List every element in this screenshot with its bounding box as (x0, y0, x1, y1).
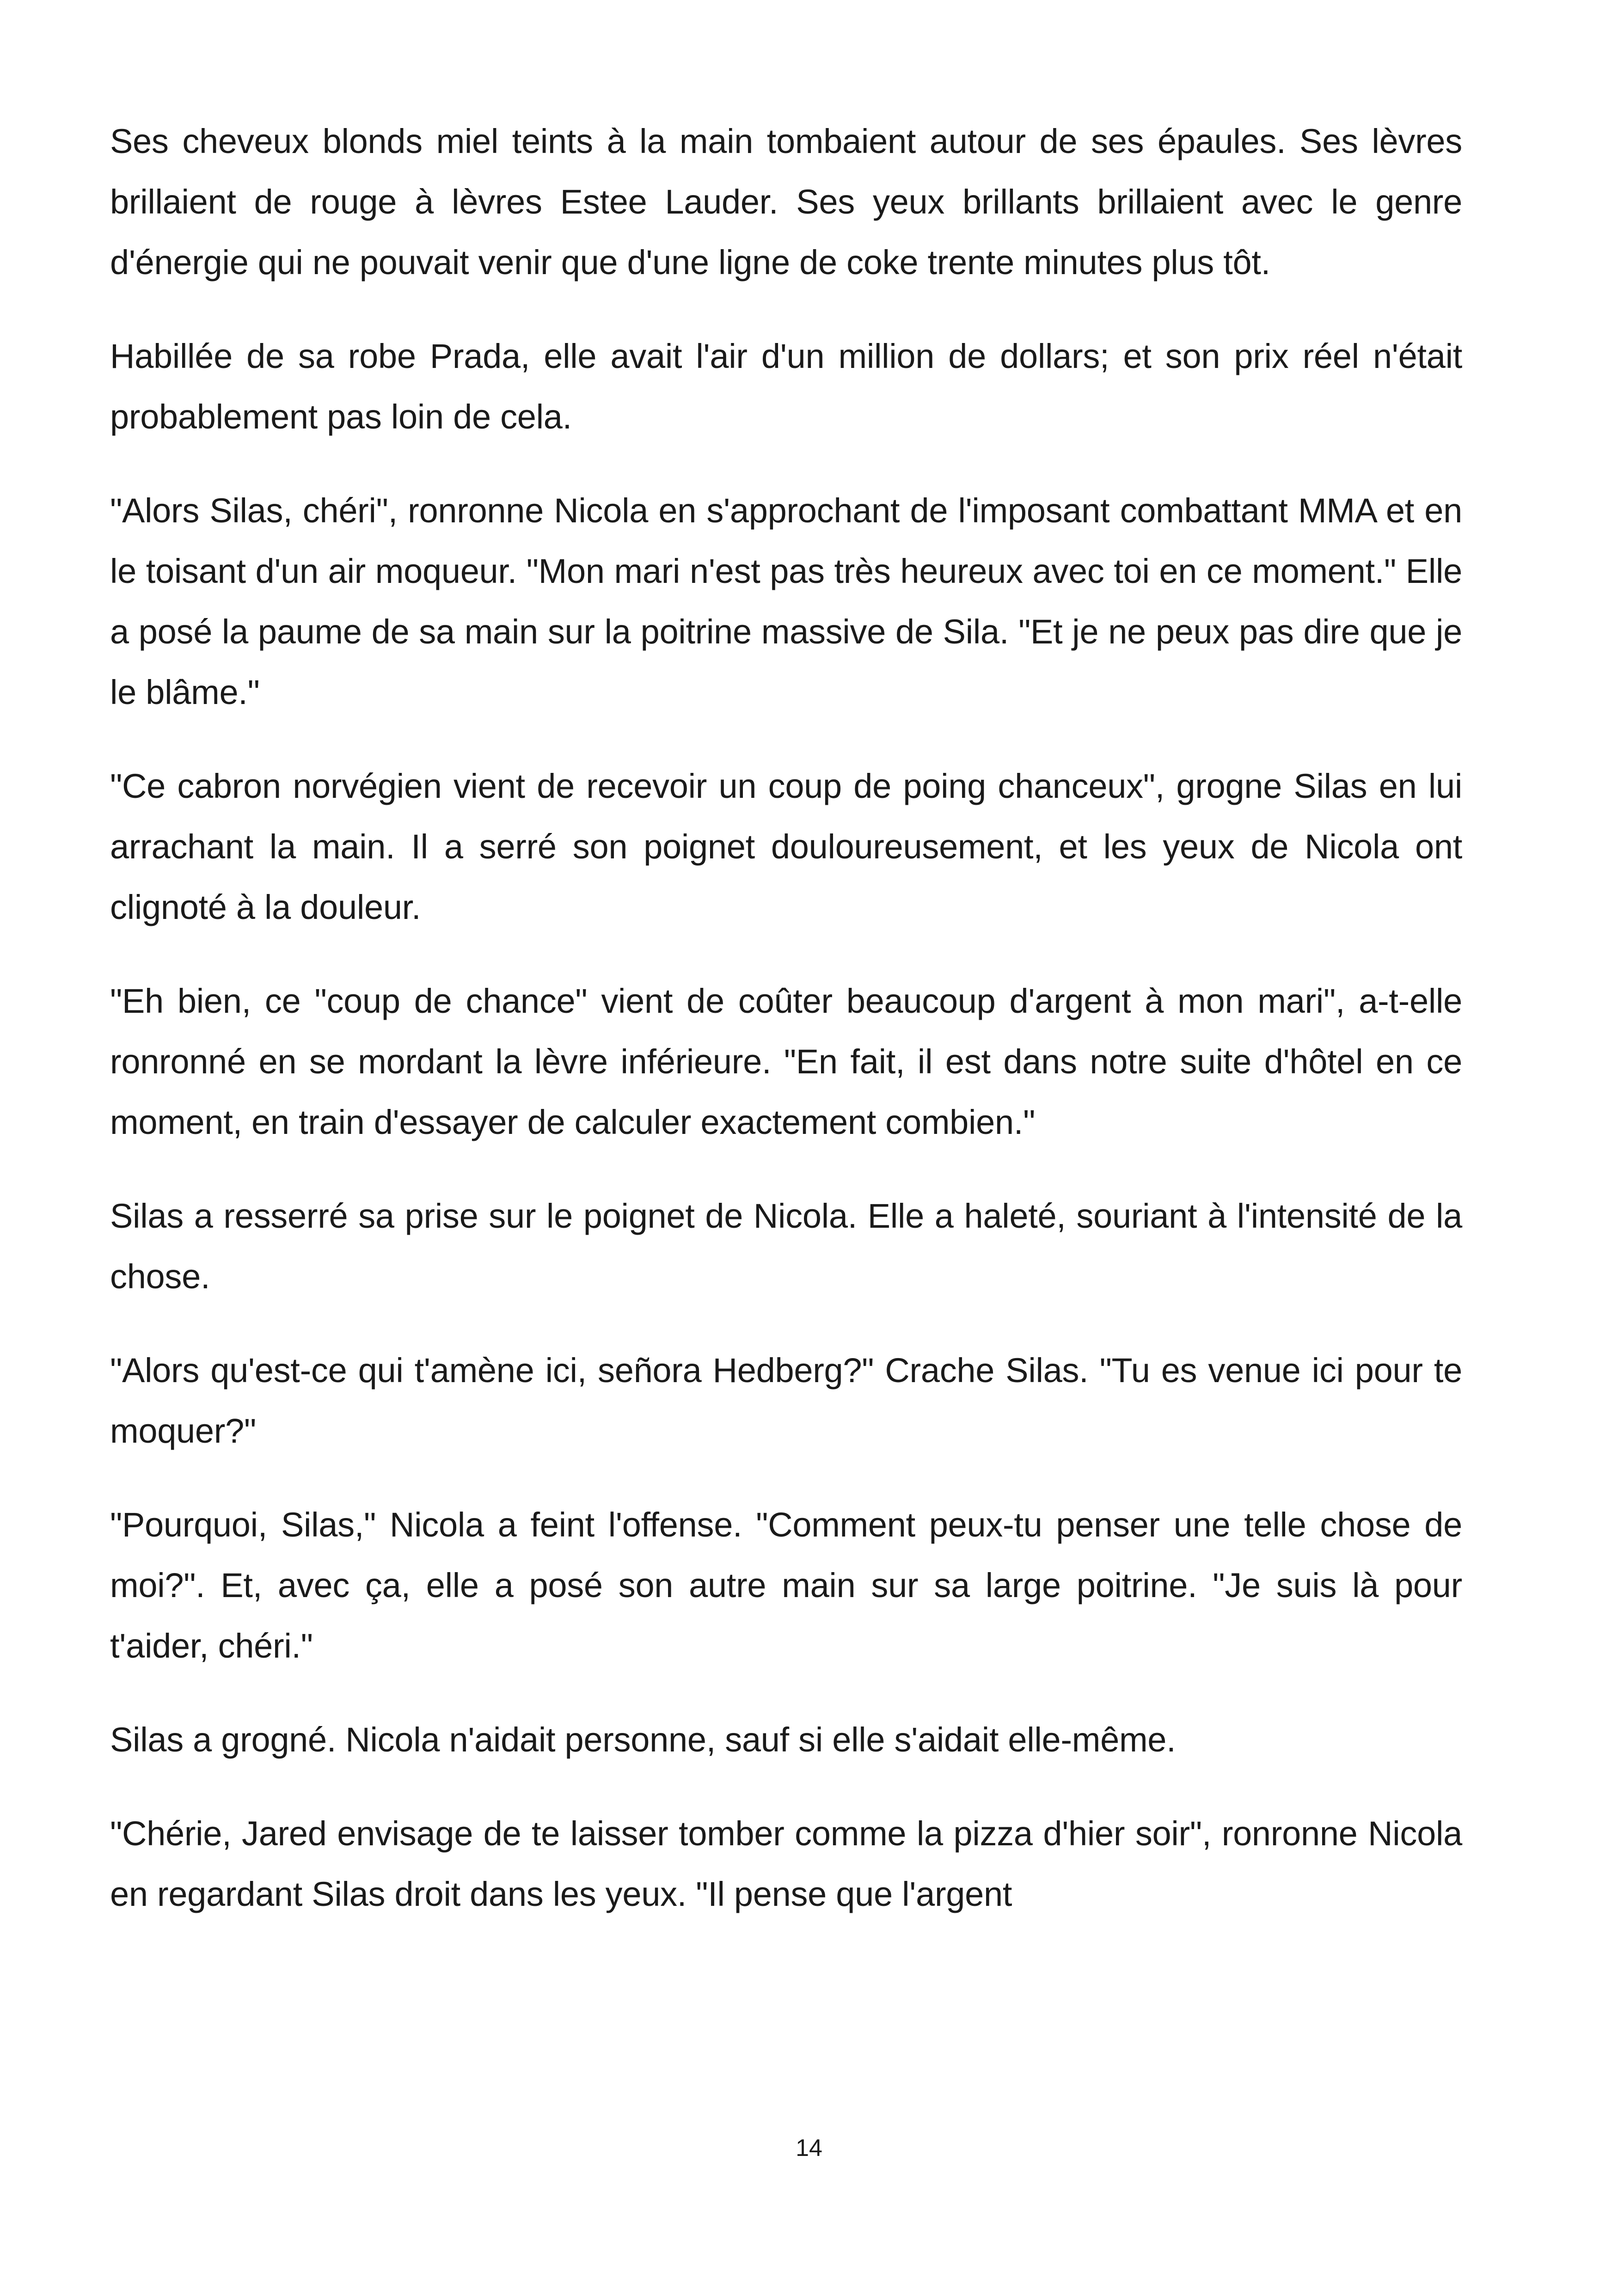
paragraph-3: "Alors Silas, chéri", ronronne Nicola en s'approchant de l'imposant combattant MMA et en le toisant d'un air moqueur. "Mon mari n'est pas très heureux avec toi en ce moment." Elle a posé la paume de sa main sur la poitrine massive de Sila. "Et je ne peux pas dire que je le blâme." (110, 491, 1462, 711)
paragraph-8: "Pourquoi, Silas," Nicola a feint l'offense. "Comment peux-tu penser une telle chose de moi?". Et, avec ça, elle a posé son autre main sur sa large poitrine. "Je suis là pour t'aider, chéri." (110, 1506, 1462, 1665)
paragraph-7: "Alors qu'est-ce qui t'amène ici, señora Hedberg?" Crache Silas. "Tu es venue ici pour te moquer?" (110, 1351, 1462, 1450)
paragraph-9: Silas a grogné. Nicola n'aidait personne, sauf si elle s'aidait elle-même. (110, 1720, 1176, 1759)
paragraph-2: Habillée de sa robe Prada, elle avait l'air d'un million de dollars; et son prix réel n'était probablement pas loin de cela. (110, 337, 1462, 436)
paragraph-6: Silas a resserré sa prise sur le poignet de Nicola. Elle a haleté, souriant à l'intensité de la chose. (110, 1197, 1462, 1296)
paragraph-1: Ses cheveux blonds miel teints à la main tombaient autour de ses épaules. Ses lèvres brillaient de rouge à lèvres Estee Lauder. Ses yeux brillants brillaient avec le genre d'énergie qui ne pouvait venir que d'une ligne de coke trente minutes plus tôt. (110, 122, 1462, 282)
paragraph-10: "Chérie, Jared envisage de te laisser tomber comme la pizza d'hier soir", ronronne Nicola en regardant Silas droit dans les yeux. "Il pense que l'argent (110, 1814, 1462, 1913)
paragraph-4: "Ce cabron norvégien vient de recevoir un coup de poing chanceux", grogne Silas en lui arrachant la main. Il a serré son poignet douloureusement, et les yeux de Nicola ont clignoté à la douleur. (110, 767, 1462, 926)
body-text (110, 111, 1462, 1924)
paragraph-5: "Eh bien, ce "coup de chance" vient de coûter beaucoup d'argent à mon mari", a-t-elle ronronné en se mordant la lèvre inférieure. "En fait, il est dans notre suite d'hôtel en ce moment, en train d'essayer de calculer exactement combien." (110, 982, 1462, 1141)
page-number: 14 (796, 2135, 822, 2161)
